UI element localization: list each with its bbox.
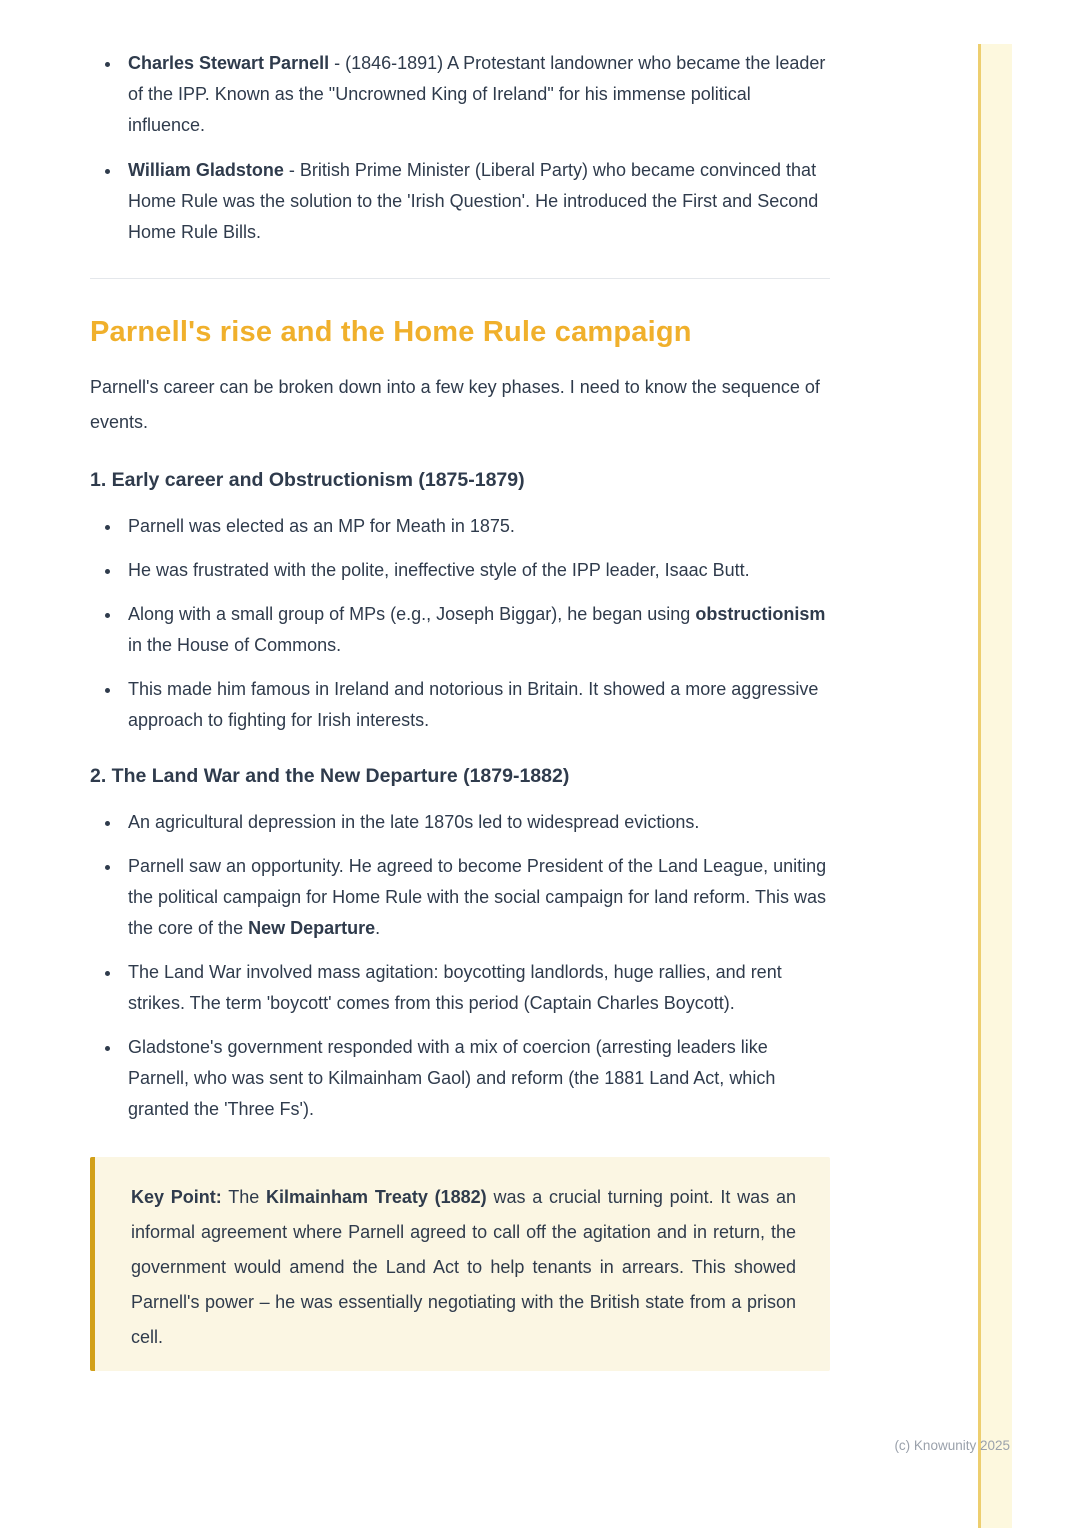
figure-name: Charles Stewart Parnell [128, 53, 330, 73]
section-divider [90, 278, 830, 279]
note-content [90, 48, 830, 1371]
copyright-watermark: (c) Knowunity 2025 [894, 1438, 1010, 1453]
list-item-gladstone [122, 155, 830, 248]
bullet-text: Along with a small group of MPs (e.g., Joseph Biggar), he began using [128, 603, 696, 624]
list-item [122, 511, 830, 542]
early-career-list [90, 511, 830, 736]
key-figures-list [90, 48, 830, 248]
page-edge-strip [978, 44, 1012, 1528]
bullet-text: . [375, 918, 381, 939]
bullet-text: Gladstone's government responded with a mix of coercion (arresting leaders like Parnell, who was sent to Kilmainham Gaol) and reform (the 1881 Land Act, which granted the 'Three Fs'). [128, 1036, 776, 1119]
list-item [122, 599, 830, 661]
figure-name: William Gladstone [128, 159, 284, 180]
bullet-text: This made him famous in Ireland and notorious in Britain. It showed a more aggressive approach to fighting for Irish interests. [128, 678, 819, 730]
bullet-emphasis: obstructionism [695, 603, 826, 624]
key-point-label: Key Point: [131, 1186, 222, 1207]
bullet-emphasis: New Departure [248, 918, 376, 939]
land-war-list [90, 807, 830, 1125]
list-item [122, 851, 830, 944]
key-point-text: The [221, 1186, 267, 1207]
list-item-parnell [122, 48, 830, 141]
page-title: Parnell's rise and the Home Rule campaign [90, 315, 692, 348]
bullet-text: in the House of Commons. [128, 634, 342, 655]
bullet-text: He was frustrated with the polite, ineffective style of the IPP leader, Isaac Butt. [128, 560, 750, 581]
list-item [122, 957, 830, 1019]
key-point-text: was a crucial turning point. It was an informal agreement where Parnell agreed to call off the agitation and in return, the government would amend the Land Act to help tenants in arrears. This showed Parnell's power – he was essentially negotiating with the British state from a prison cell. [131, 1186, 796, 1348]
key-point-callout [90, 1157, 830, 1371]
list-item [122, 807, 830, 838]
key-point-emphasis: Kilmainham Treaty (1882) [266, 1186, 487, 1207]
section-title-early-career: 1. Early career and Obstructionism (1875-1879) [90, 468, 525, 491]
bullet-text: Parnell saw an opportunity. He agreed to become President of the Land League, uniting the political campaign for Home Rule with the social campaign for land reform. This was the core of the [128, 856, 827, 939]
list-item [122, 555, 830, 586]
bullet-text: An agricultural depression in the late 1870s led to widespread evictions. [128, 812, 700, 833]
section-title-land-war: 2. The Land War and the New Departure (1879-1882) [90, 764, 570, 787]
intro-paragraph: Parnell's career can be broken down into a few key phases. I need to know the sequence of events. [90, 376, 820, 432]
list-item [122, 674, 830, 736]
bullet-text: Parnell was elected as an MP for Meath in 1875. [128, 516, 515, 537]
figure-description: - British Prime Minister (Liberal Party) who became convinced that Home Rule was the solution to the 'Irish Question'. He introduced the First and Second Home Rule Bills. [128, 159, 819, 242]
figure-description: - (1846-1891) A Protestant landowner who became the leader of the IPP. Known as the "Uncrowned King of Ireland" for his immense political influence. [128, 53, 826, 135]
bullet-text: The Land War involved mass agitation: boycotting landlords, huge rallies, and rent strikes. The term 'boycott' comes from this period (Captain Charles Boycott). [128, 961, 782, 1013]
list-item [122, 1032, 830, 1125]
